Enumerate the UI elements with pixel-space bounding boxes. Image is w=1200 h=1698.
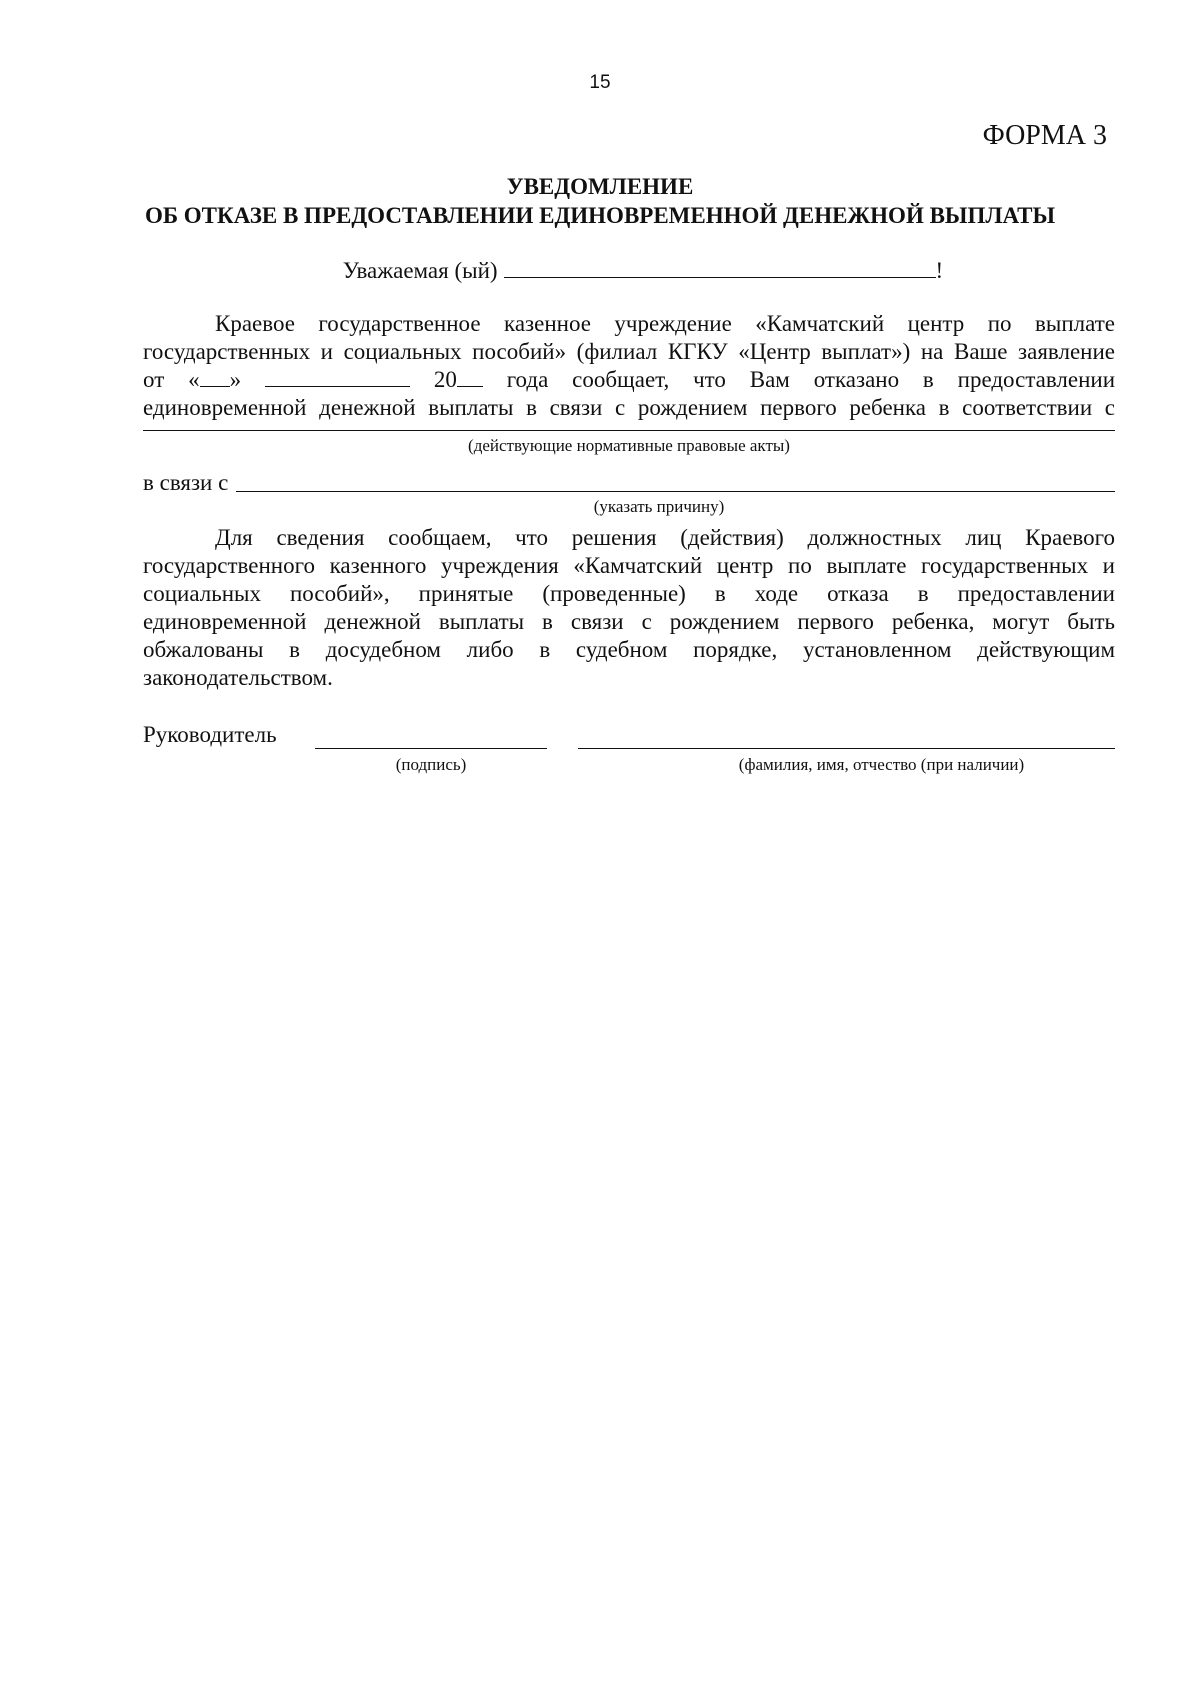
full-name-field[interactable] <box>578 748 1115 749</box>
date-line-rest: года сообщает, что Вам отказано в предоставлении <box>506 367 1116 392</box>
signature-field[interactable] <box>315 748 547 749</box>
title-line-2: ОБ ОТКАЗЕ В ПРЕДОСТАВЛЕНИИ ЕДИНОВРЕМЕННОЙ ДЕНЕЖНОЙ ВЫПЛАТЫ <box>144 203 1056 228</box>
paragraph-line: Краевое государственное казенное учреждение «Камчатский центр по выплате <box>215 311 1115 336</box>
signature-caption: (подпись) <box>395 755 467 774</box>
reason-caption: (указать причину) <box>593 497 725 516</box>
date-year-prefix: 20 <box>433 367 457 392</box>
page-number: 15 <box>589 72 611 93</box>
reason-label: в связи с <box>143 470 229 495</box>
recipient-name-field[interactable] <box>504 255 936 278</box>
paragraph-line: государственного казенного учреждения «Камчатский центр по выплате государственных и <box>143 553 1115 578</box>
title-line-1: УВЕДОМЛЕНИЕ <box>506 174 694 199</box>
notice-paragraph <box>143 310 1115 422</box>
paragraph-line: единовременной денежной выплаты в связи с рождением первого ребенка в соответствии с <box>143 395 1115 420</box>
reason-line <box>143 470 1115 496</box>
paragraph-line: обжалованы в досудебном либо в судебном порядке, установленном действующим <box>143 637 1115 662</box>
date-close-quote: » <box>229 367 242 392</box>
date-from-word: от <box>143 367 165 392</box>
form-label: ФОРМА 3 <box>982 120 1107 151</box>
signatory-title: Руководитель <box>143 722 277 747</box>
date-month-field[interactable] <box>265 366 410 387</box>
paragraph-line: государственных и социальных пособий» (филиал КГКУ «Центр выплат») на Ваше заявление <box>143 339 1115 364</box>
reason-field[interactable] <box>236 471 1115 492</box>
date-year-field[interactable] <box>457 366 483 387</box>
appeal-paragraph <box>143 524 1115 692</box>
salutation <box>0 255 1200 284</box>
paragraph-line: единовременной денежной выплаты в связи с рождением первого ребенка, могут быть <box>143 609 1115 634</box>
legal-acts-field[interactable] <box>143 430 1115 431</box>
salutation-prefix: Уважаемая (ый) <box>342 258 498 283</box>
paragraph-line: Для сведения сообщаем, что решения (действия) должностных лиц Краевого <box>215 525 1115 550</box>
paragraph-line: социальных пособий», принятые (проведенные) в ходе отказа в предоставлении <box>143 581 1115 606</box>
legal-acts-block <box>143 430 1115 456</box>
salutation-suffix: ! <box>935 258 944 283</box>
date-day-group <box>188 367 265 392</box>
date-day-field[interactable] <box>200 366 230 387</box>
date-year-group <box>434 367 507 392</box>
application-date-line <box>143 366 1115 394</box>
document-title <box>0 172 1200 230</box>
date-open-quote: « <box>188 367 200 392</box>
full-name-caption: (фамилия, имя, отчество (при наличии) <box>738 755 1025 774</box>
paragraph-line: законодательством. <box>143 665 333 690</box>
reason-block <box>143 470 1115 517</box>
legal-acts-caption: (действующие нормативные правовые акты) <box>468 436 790 455</box>
